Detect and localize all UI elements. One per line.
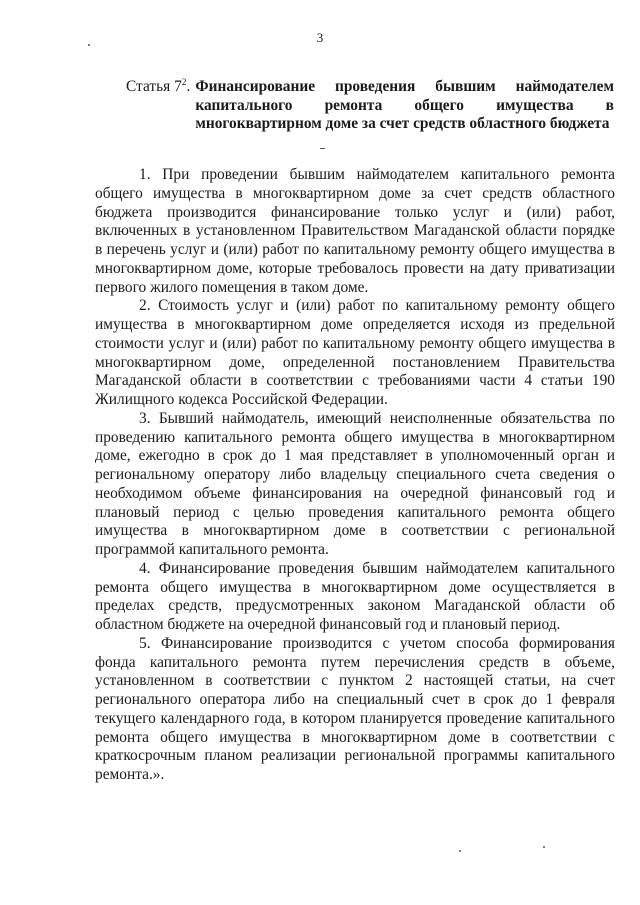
paragraph-3: 3. Бывший наймодатель, имеющий неисполненные обязательства по проведению капитального ремонта общего имущества в многоквартирном доме, ежегодно в срок до 1 мая представляет в уполномоченный орган и региональному оператору либо владельцу специального счета сведения о необходимом объеме финансирования на очередной финансовый год и плановый период с целью проведения капитального ремонта общего имущества в многоквартирном доме в соответствии с региональной программой капитального ремонта. xyxy=(95,409,615,558)
paragraph-1: 1. При проведении бывшим наймодателем капитального ремонта общего имущества в многоквартирном доме за счет средств областного бюджета производится финансирование только услуг и (или) работ, включенных в установленном Правительством Магаданской области порядке в перечень услуг и (или) работ по капитальному ремонту общего имущества в многоквартирном доме, которые требовалось провести на дату приватизации первого жилого помещения в таком доме. xyxy=(95,166,615,296)
scan-speck xyxy=(459,850,461,852)
article-label-suffix: . xyxy=(186,78,191,95)
article-title: Финансирование проведения бывшим наймодателем капитального ремонта общего имущества в многоквартирном доме за счет средств областного бюджета xyxy=(195,78,614,133)
article-label-superscript: 2 xyxy=(181,77,187,88)
scan-speck xyxy=(543,846,545,848)
paragraph-2: 2. Стоимость услуг и (или) работ по капитальному ремонту общего имущества в многоквартирном доме определяется исходя из предельной стоимости услуг и (или) работ по капитальному ремонту общего имущества в многоквартирном доме, определенной постановлением Правительства Магаданской области в соответствии с требованиями части 4 статьи 190 Жилищного кодекса Российской Федерации. xyxy=(95,297,615,408)
article-body xyxy=(95,166,615,785)
paragraph-4: 4. Финансирование проведения бывшим наймодателем капитального ремонта общего имущества в многоквартирном доме осуществляется в пределах средств, предусмотренных законом Магаданской области об областном бюджете на очередной финансовый год и плановый период. xyxy=(95,559,615,633)
paragraph-5: 5. Финансирование производится с учетом способа формирования фонда капитального ремонта путем перечисления средств в объеме, установленном в соответствии с пунктом 2 настоящей статьи, на счет регионального оператора либо на специальный счет в срок до 1 февраля текущего календарного года, в котором планируется проведение капитального ремонта общего имущества в многоквартирном доме в соответствии с краткосрочным планом реализации региональной программы капитального ремонта.». xyxy=(95,634,615,783)
page-number: 3 xyxy=(316,30,324,45)
scan-speck xyxy=(320,148,325,149)
article-heading xyxy=(126,78,614,134)
article-label-text: Статья 7 xyxy=(126,78,182,95)
article-label xyxy=(126,78,195,134)
scan-speck xyxy=(88,44,90,46)
